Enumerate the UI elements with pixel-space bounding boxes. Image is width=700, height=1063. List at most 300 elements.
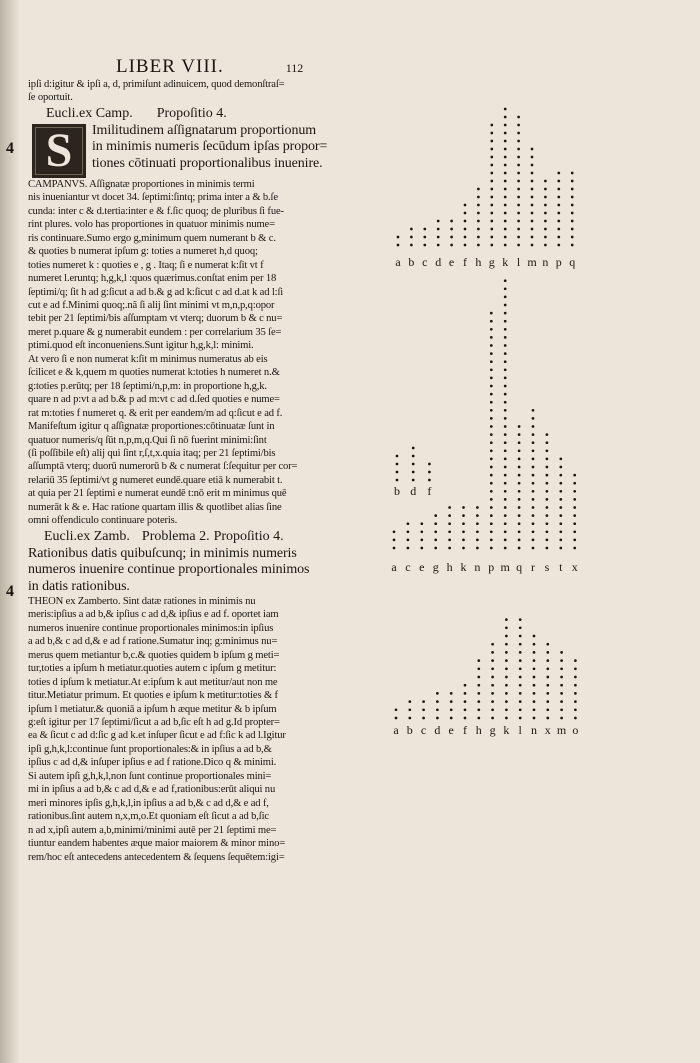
unit-dot (505, 684, 508, 687)
dot-column-label: c (422, 255, 428, 269)
unit-dot (477, 684, 480, 687)
unit-dot (557, 196, 560, 199)
unit-dot (519, 717, 522, 720)
unit-dot (504, 441, 507, 444)
unit-dot (519, 635, 522, 638)
unit-dot (504, 368, 507, 371)
unit-dot (490, 360, 493, 363)
unit-dot (533, 700, 536, 703)
unit-dot (490, 539, 493, 542)
unit-dot (518, 498, 521, 501)
unit-dot (490, 336, 493, 339)
unit-dot (574, 717, 577, 720)
unit-dot (560, 667, 563, 670)
unit-dot (504, 401, 507, 404)
unit-dot (505, 651, 508, 654)
dot-column-label: b (394, 484, 400, 498)
dot-column-label: f (463, 723, 467, 737)
unit-dot (504, 377, 507, 380)
unit-dot (412, 471, 415, 474)
unit-dot (505, 676, 508, 679)
unit-dot (504, 116, 507, 119)
unit-dot (448, 514, 451, 517)
dot-diagram-2 (386, 285, 596, 580)
unit-dot (532, 522, 535, 525)
unit-dot (546, 708, 549, 711)
unit-dot (531, 188, 534, 191)
unit-dot (504, 320, 507, 323)
dot-column-label: t (559, 560, 563, 574)
unit-dot (544, 236, 547, 239)
unit-dot (533, 684, 536, 687)
unit-dot (544, 228, 547, 231)
unit-dot (519, 708, 522, 711)
enunciation-line: tiones cōtinuati proportionalibus inuenire. (92, 155, 323, 171)
unit-dot (571, 220, 574, 223)
unit-dot (464, 228, 467, 231)
unit-dot (531, 180, 534, 183)
text-line: ipſi d:igitur & ipſi a, d, primiſunt adinuicem, quod demonſtraſ= (28, 79, 285, 90)
unit-dot (519, 626, 522, 629)
unit-dot (559, 458, 562, 461)
unit-dot (546, 522, 549, 525)
unit-dot (477, 228, 480, 231)
unit-dot (546, 659, 549, 662)
running-header (116, 56, 390, 78)
unit-dot (532, 417, 535, 420)
unit-dot (464, 692, 467, 695)
unit-dot (504, 344, 507, 347)
unit-dot (532, 482, 535, 485)
unit-dot (518, 466, 521, 469)
unit-dot (477, 692, 480, 695)
text-line: At vero ſi e non numerat k:ſit m minimus numeratus ab eis (28, 353, 268, 365)
unit-dot (574, 700, 577, 703)
unit-dot (490, 458, 493, 461)
unit-dot (462, 506, 465, 509)
dot-column-label: n (531, 723, 537, 737)
dot-column-label: d (435, 255, 442, 269)
unit-dot (533, 717, 536, 720)
unit-dot (505, 626, 508, 629)
unit-dot (476, 539, 479, 542)
unit-dot (448, 530, 451, 533)
unit-dot (546, 490, 549, 493)
unit-dot (395, 717, 398, 720)
unit-dot (477, 212, 480, 215)
unit-dot (450, 244, 453, 247)
dot-column-label: l (516, 255, 521, 269)
dot-column-label: b (406, 723, 413, 737)
unit-dot (464, 244, 467, 247)
unit-dot (531, 172, 534, 175)
unit-dot (531, 156, 534, 159)
unit-dot (420, 539, 423, 542)
unit-dot (477, 244, 480, 247)
unit-dot (490, 320, 493, 323)
dot-column-label: h (475, 255, 482, 269)
enunciation-line: Rationibus datis quibuſcunq; in minimis numeris (28, 545, 297, 561)
unit-dot (531, 228, 534, 231)
unit-dot (504, 352, 507, 355)
unit-dot (573, 474, 576, 477)
unit-dot (450, 717, 453, 720)
unit-dot (546, 692, 549, 695)
unit-dot (477, 196, 480, 199)
unit-dot (531, 196, 534, 199)
unit-dot (518, 433, 521, 436)
unit-dot (571, 196, 574, 199)
unit-dot (544, 188, 547, 191)
unit-dot (505, 659, 508, 662)
unit-dot (519, 700, 522, 703)
unit-dot (437, 220, 440, 223)
unit-dot (560, 708, 563, 711)
unit-dot (517, 180, 520, 183)
unit-dot (517, 172, 520, 175)
unit-dot (532, 466, 535, 469)
unit-dot (518, 490, 521, 493)
dot-column-label: c (405, 560, 411, 574)
text-line: mi in ipſius a ad b,& c ad d,& e ad f,rationibus:erūt aliqui nu (28, 784, 276, 796)
unit-dot (532, 490, 535, 493)
unit-dot (490, 482, 493, 485)
dot-column-label: m (500, 560, 510, 574)
unit-dot (450, 236, 453, 239)
dot-column-label: l (518, 723, 522, 737)
unit-dot (574, 659, 577, 662)
dot-column-label: f (463, 255, 467, 269)
text-line: CAMPANVS. Aſſignatæ proportiones in minimis termi (28, 178, 255, 190)
unit-dot (491, 700, 494, 703)
unit-dot (546, 449, 549, 452)
unit-dot (412, 479, 415, 482)
unit-dot (546, 506, 549, 509)
unit-dot (504, 530, 507, 533)
unit-dot (518, 458, 521, 461)
dot-column-label: m (556, 723, 567, 737)
unit-dot (464, 708, 467, 711)
unit-dot (504, 287, 507, 290)
unit-dot (546, 651, 549, 654)
unit-dot (434, 539, 437, 542)
unit-dot (544, 204, 547, 207)
text-line: a ad b,& c ad d,& e ad f ratione.Sumatur inq; g:minimus nu= (28, 636, 278, 648)
unit-dot (519, 692, 522, 695)
unit-dot (571, 236, 574, 239)
text-column (28, 56, 390, 864)
unit-dot (573, 547, 576, 550)
unit-dot (504, 506, 507, 509)
unit-dot (504, 409, 507, 412)
unit-dot (557, 180, 560, 183)
unit-dot (531, 236, 534, 239)
unit-dot (428, 463, 431, 466)
unit-dot (437, 236, 440, 239)
page-gutter-shadow (0, 0, 20, 1063)
text-line: ipſi g,h,k,l:continue ſunt proportionales:& in ipſius a ad b,& (28, 743, 272, 755)
unit-dot (462, 522, 465, 525)
unit-dot (407, 539, 410, 542)
unit-dot (504, 458, 507, 461)
unit-dot (519, 676, 522, 679)
unit-dot (546, 514, 549, 517)
unit-dot (504, 474, 507, 477)
unit-dot (412, 447, 415, 450)
unit-dot (423, 236, 426, 239)
dot-column-label: a (393, 723, 399, 737)
unit-dot (574, 684, 577, 687)
unit-dot (491, 708, 494, 711)
unit-dot (546, 474, 549, 477)
unit-dot (490, 312, 493, 315)
unit-dot (546, 530, 549, 533)
unit-dot (477, 220, 480, 223)
margin-number: 4 (6, 140, 14, 157)
unit-dot (477, 236, 480, 239)
unit-dot (434, 514, 437, 517)
unit-dot (490, 393, 493, 396)
heading-problem: Problema 2. (141, 528, 210, 544)
unit-dot (574, 667, 577, 670)
unit-dot (504, 490, 507, 493)
unit-dot (490, 164, 493, 167)
unit-dot (573, 506, 576, 509)
text-line: g:toties p.erūtq; per 18 ſeptimi/n,p,m: in proportione h,g,k. (28, 380, 267, 392)
unit-dot (477, 204, 480, 207)
unit-dot (519, 684, 522, 687)
unit-dot (559, 474, 562, 477)
unit-dot (436, 692, 439, 695)
unit-dot (504, 164, 507, 167)
unit-dot (464, 220, 467, 223)
unit-dot (476, 547, 479, 550)
unit-dot (559, 490, 562, 493)
text-line: tur,toties a ipſum h metiatur.quoties autem c ipſum g metitur: (28, 663, 277, 675)
unit-dot (490, 344, 493, 347)
unit-dot (519, 643, 522, 646)
dot-column-label: c (420, 723, 427, 737)
unit-dot (462, 530, 465, 533)
unit-dot (464, 212, 467, 215)
unit-dot (518, 441, 521, 444)
unit-dot (504, 547, 507, 550)
unit-dot (490, 220, 493, 223)
unit-dot (490, 132, 493, 135)
unit-dot (504, 466, 507, 469)
unit-dot (476, 522, 479, 525)
unit-dot (393, 539, 396, 542)
unit-dot (410, 228, 413, 231)
unit-dot (557, 228, 560, 231)
dot-column-label: g (432, 560, 439, 574)
unit-dot (422, 708, 425, 711)
dot-column-label: r (531, 560, 535, 574)
unit-dot (571, 172, 574, 175)
unit-dot (532, 458, 535, 461)
unit-dot (428, 471, 431, 474)
unit-dot (490, 368, 493, 371)
unit-dot (573, 490, 576, 493)
unit-dot (531, 148, 534, 151)
unit-dot (546, 433, 549, 436)
unit-dot (407, 522, 410, 525)
unit-dot (434, 530, 437, 533)
text-line: ea & ſicut c ad d:ſic g ad k.et inſuper ſicut e ad f:ſic k ad l.Igitur (28, 730, 286, 742)
unit-dot (533, 708, 536, 711)
enunciation-line: numeros inuenire continue proportionales minimos (28, 562, 310, 578)
unit-dot (546, 539, 549, 542)
unit-dot (518, 547, 521, 550)
dot-column-label: n (474, 560, 481, 574)
unit-dot (546, 466, 549, 469)
unit-dot (491, 676, 494, 679)
unit-dot (574, 676, 577, 679)
unit-dot (477, 188, 480, 191)
unit-dot (531, 220, 534, 223)
unit-dot (505, 635, 508, 638)
dot-column-label: k (502, 255, 509, 269)
unit-dot (571, 244, 574, 247)
unit-dot (571, 228, 574, 231)
text-line: at quia per 21 ſeptimi e numerat eundē t:nō erit m minimus quē (28, 488, 287, 500)
unit-dot (504, 236, 507, 239)
text-line: meris:ipſius a ad b,& ipſius c ad d,& ipſius e ad f. oportet iam (28, 609, 279, 621)
unit-dot (464, 684, 467, 687)
unit-dot (490, 156, 493, 159)
enunciation-line: Imilitudinem aſſignatarum proportionum (92, 122, 317, 138)
unit-dot (517, 148, 520, 151)
unit-dot (477, 700, 480, 703)
unit-dot (518, 514, 521, 517)
unit-dot (571, 212, 574, 215)
unit-dot (450, 692, 453, 695)
unit-dot (533, 643, 536, 646)
unit-dot (573, 482, 576, 485)
unit-dot (532, 498, 535, 501)
unit-dot (504, 328, 507, 331)
unit-dot (428, 479, 431, 482)
unit-dot (450, 700, 453, 703)
unit-dot (505, 717, 508, 720)
unit-dot (560, 692, 563, 695)
unit-dot (557, 172, 560, 175)
unit-dot (420, 547, 423, 550)
unit-dot (518, 522, 521, 525)
text-line: quatuor numeris/q ſūt n,p,m,q.Qui ſi nō fuerint minimi:ſint (28, 434, 267, 446)
unit-dot (462, 547, 465, 550)
dot-column-label: f (427, 484, 432, 498)
unit-dot (557, 212, 560, 215)
unit-dot (423, 228, 426, 231)
unit-dot (490, 236, 493, 239)
unit-dot (505, 700, 508, 703)
unit-dot (559, 530, 562, 533)
unit-dot (490, 547, 493, 550)
dot-column-label: x (544, 723, 551, 737)
text-line: numeret l.eruntq; h,g,k,l :quos quærimus.conſtat enim per 18 (28, 273, 277, 285)
text-line: tebit per 21 ſeptimi/bis aſſumptam vt vterq; duorum b & c nu= (28, 313, 283, 325)
unit-dot (504, 514, 507, 517)
unit-dot (505, 618, 508, 621)
unit-dot (504, 539, 507, 542)
unit-dot (518, 539, 521, 542)
unit-dot (477, 708, 480, 711)
unit-dot (517, 220, 520, 223)
enunciation-line: in datis rationibus. (28, 578, 130, 594)
unit-dot (397, 244, 400, 247)
unit-dot (504, 212, 507, 215)
unit-dot (412, 455, 415, 458)
unit-dot (490, 506, 493, 509)
unit-dot (559, 466, 562, 469)
unit-dot (517, 244, 520, 247)
unit-dot (490, 228, 493, 231)
unit-dot (477, 676, 480, 679)
text-line: nis inueniantur vt docet 34. ſeptimi:ſintq; prima inter a & b.ſe (28, 192, 278, 204)
unit-dot (464, 700, 467, 703)
unit-dot (505, 692, 508, 695)
text-line: numeros inuenire continue proportionales minimos:in ipſius (28, 622, 274, 634)
dot-column-label: b (408, 255, 415, 269)
unit-dot (546, 667, 549, 670)
unit-dot (490, 417, 493, 420)
unit-dot (504, 220, 507, 223)
unit-dot (505, 708, 508, 711)
folio-number: 112 (285, 61, 304, 75)
unit-dot (448, 539, 451, 542)
text-line: rem/hoc eſt antecedens antecedentem & ſequens ſequētem:igi= (28, 851, 285, 863)
unit-dot (557, 220, 560, 223)
dot-column-label: x (571, 560, 578, 574)
unit-dot (423, 244, 426, 247)
heading-source: Eucli.ex Camp. (46, 105, 133, 121)
unit-dot (504, 522, 507, 525)
unit-dot (490, 148, 493, 151)
unit-dot (448, 522, 451, 525)
unit-dot (546, 482, 549, 485)
text-line: rat m:toties f numeret q. & erit per eandem/m ad q:ſicut e ad f. (28, 407, 283, 419)
dot-column-label: g (488, 255, 495, 269)
unit-dot (490, 328, 493, 331)
heading-proposition: Propoſitio 4. (213, 528, 284, 544)
unit-dot (490, 385, 493, 388)
dot-column-label: g (489, 723, 496, 737)
text-line: & quoties b numerat ipſum g: toties a numeret h,d quoq; (28, 246, 258, 258)
dot-column-label: a (395, 255, 401, 269)
unit-dot (517, 156, 520, 159)
unit-dot (408, 717, 411, 720)
unit-dot (504, 228, 507, 231)
text-line: ptimi.quod eſt inconueniens.Sunt igitur h,g,k,l: minimi. (28, 340, 254, 352)
unit-dot (490, 401, 493, 404)
unit-dot (546, 643, 549, 646)
unit-dot (518, 474, 521, 477)
unit-dot (504, 132, 507, 135)
unit-dot (532, 547, 535, 550)
unit-dot (477, 659, 480, 662)
text-line: g:eſt igitur per 17 ſeptimi/ſicut a ad b,ſic eſt h ad g.Id propter= (28, 716, 280, 728)
unit-dot (436, 708, 439, 711)
unit-dot (412, 463, 415, 466)
dot-column-label: a (391, 560, 397, 574)
unit-dot (559, 506, 562, 509)
text-line: ſe oportuit. (28, 92, 73, 104)
unit-dot (395, 708, 398, 711)
unit-dot (532, 449, 535, 452)
enunciation-line: in minimis numeris ſecūdum ipſas propor= (92, 139, 328, 155)
unit-dot (504, 140, 507, 143)
